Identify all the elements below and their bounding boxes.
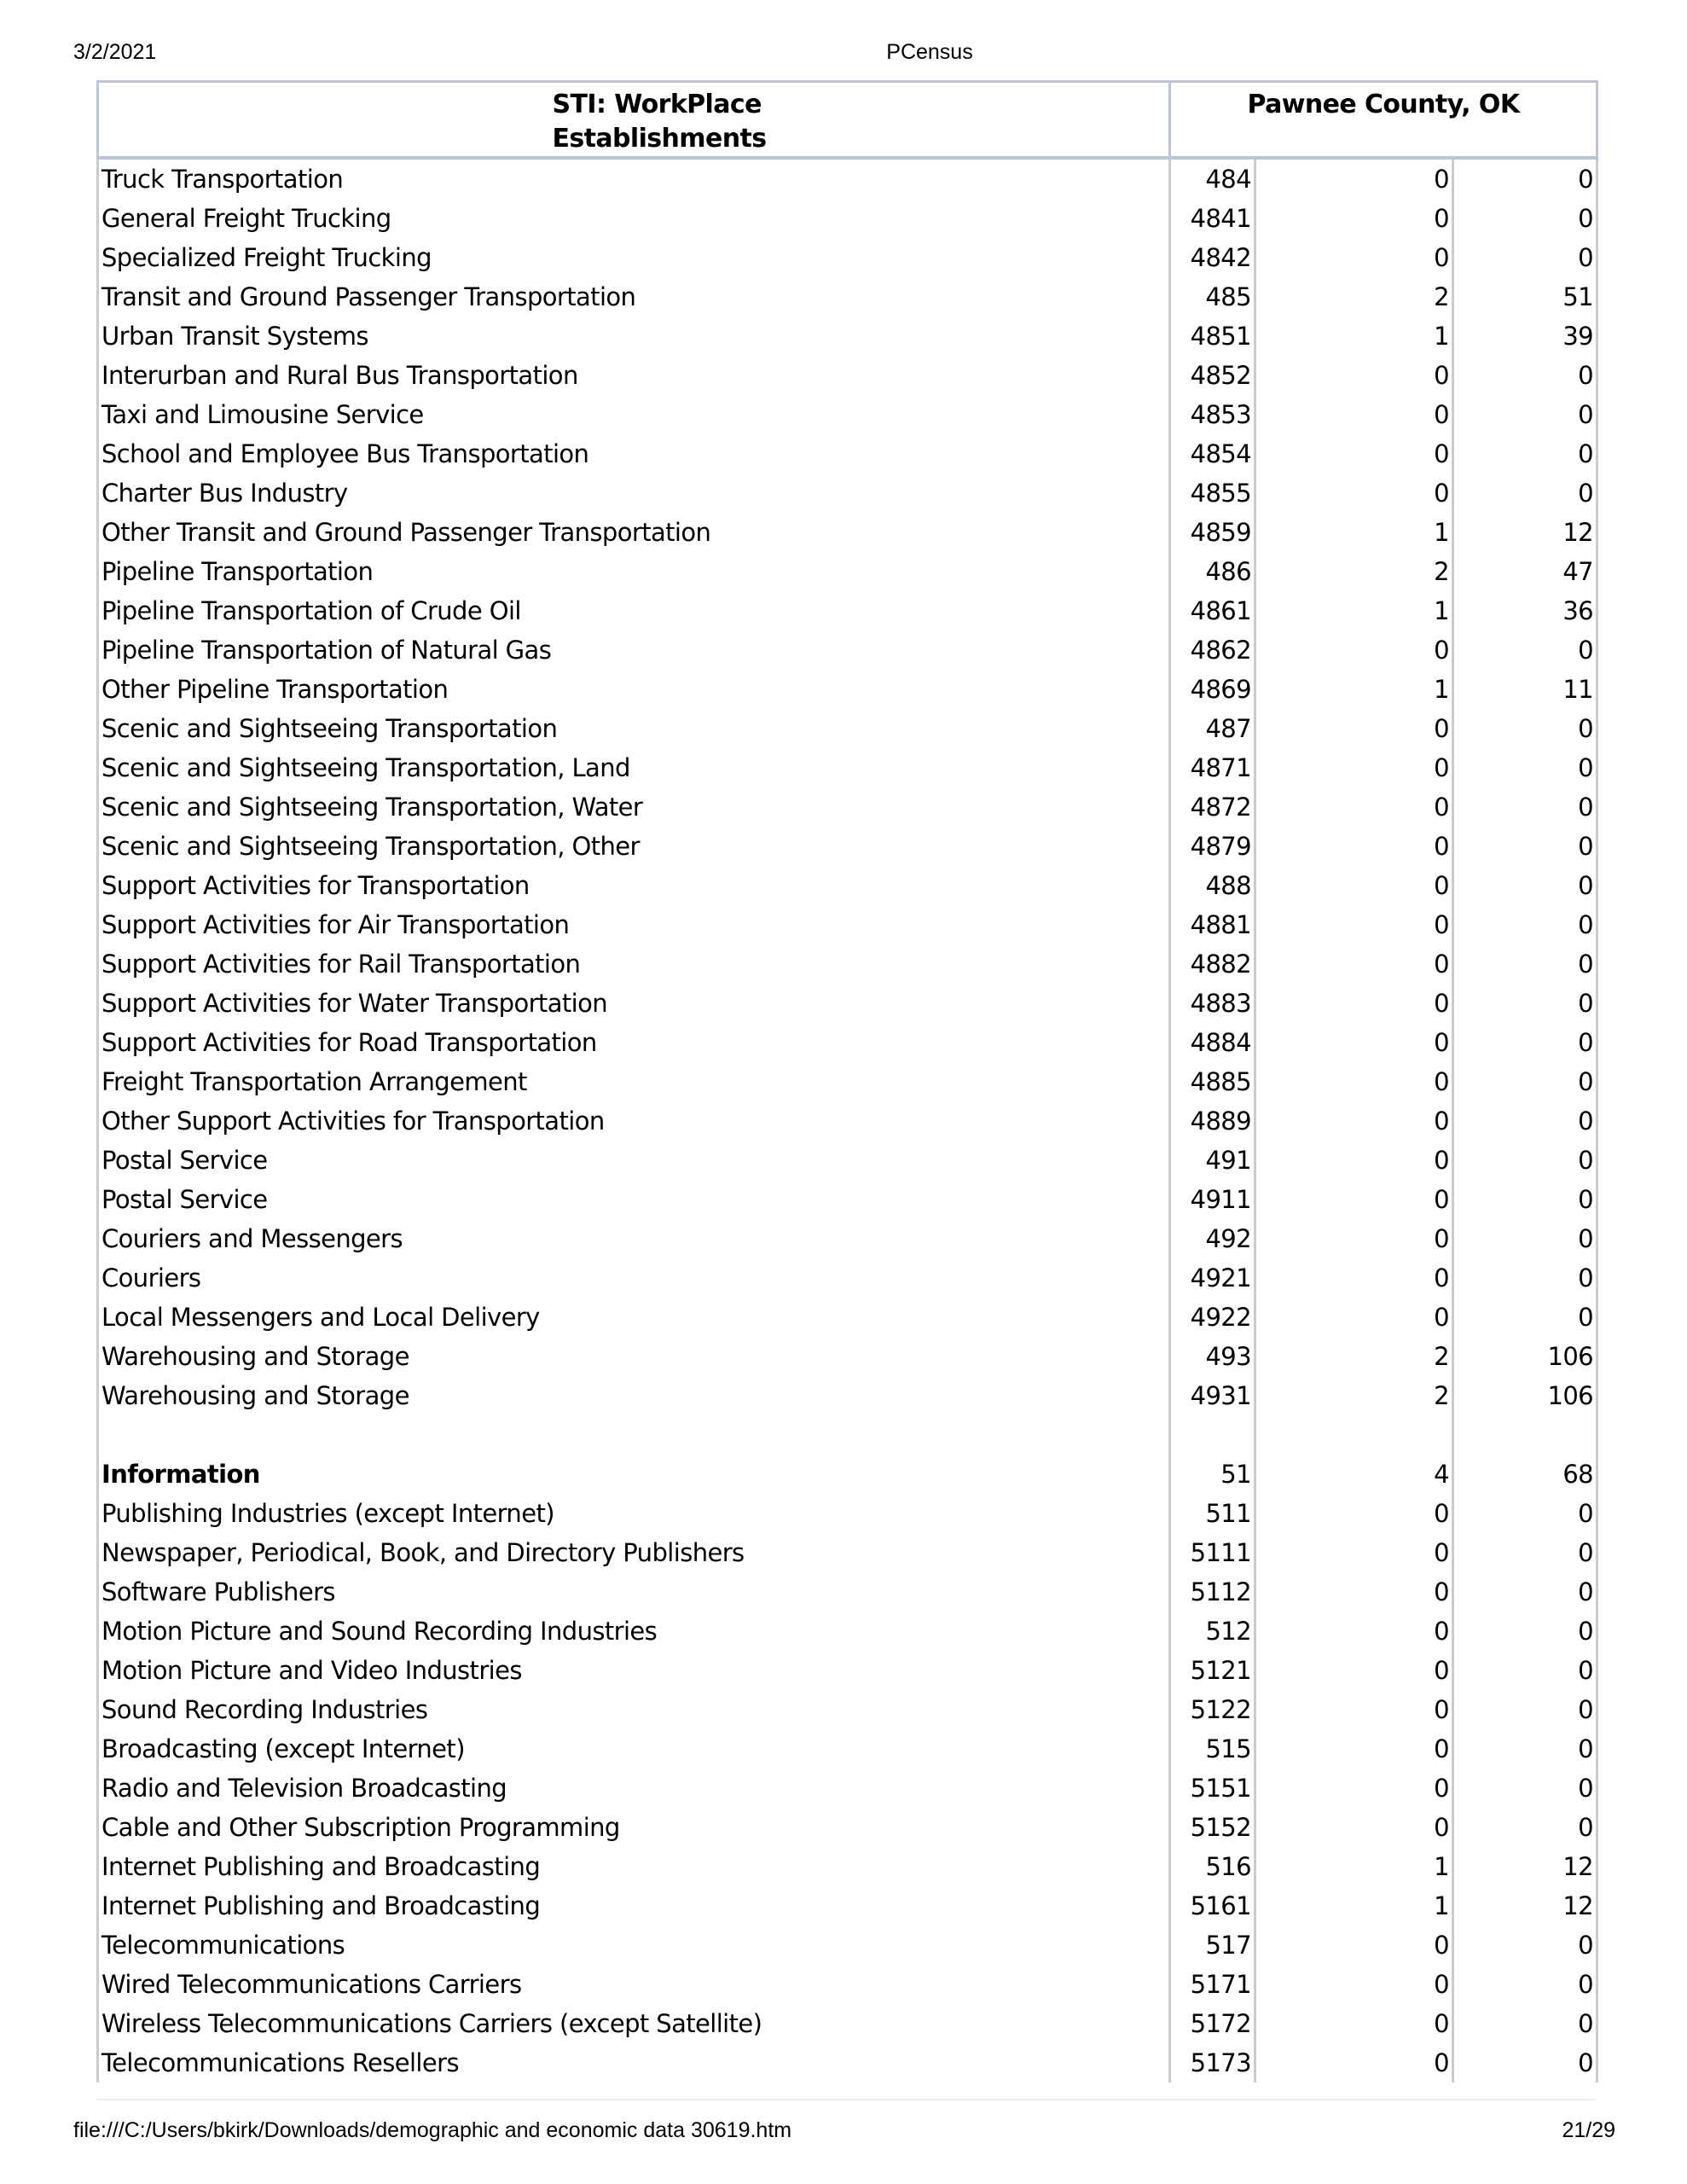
source-file-url: file:///C:/Users/bkirk/Downloads/demographic and economic data 30619.htm xyxy=(73,2118,792,2142)
naics-code: 4889 xyxy=(1170,1101,1255,1141)
industry-label: Taxi and Limousine Service xyxy=(98,395,1170,434)
establishments-count: 0 xyxy=(1255,827,1453,866)
establishments-count: 2 xyxy=(1255,277,1453,317)
naics-code: 516 xyxy=(1170,1847,1255,1886)
industry-label: Telecommunications Resellers xyxy=(98,2043,1170,2082)
establishments-count: 0 xyxy=(1255,748,1453,787)
naics-code: 5112 xyxy=(1170,1572,1255,1612)
establishments-count: 1 xyxy=(1255,591,1453,630)
table-row xyxy=(98,1219,1597,1258)
industry-label: Warehousing and Storage xyxy=(98,1376,1170,1415)
employees-count: 0 xyxy=(1453,1926,1597,1965)
table-row xyxy=(98,238,1597,277)
establishments-count: 0 xyxy=(1255,1926,1453,1965)
industry-label: Urban Transit Systems xyxy=(98,317,1170,356)
establishments-count: 0 xyxy=(1255,866,1453,905)
establishments-count: 0 xyxy=(1255,434,1453,473)
naics-code: 5151 xyxy=(1170,1769,1255,1808)
employees-count: 47 xyxy=(1453,552,1597,591)
naics-code: 486 xyxy=(1170,552,1255,591)
establishments-count: 0 xyxy=(1255,238,1453,277)
empty-cell xyxy=(1170,1415,1255,1455)
industry-label: Support Activities for Rail Transportation xyxy=(98,944,1170,984)
naics-code: 4859 xyxy=(1170,513,1255,552)
naics-code: 5111 xyxy=(1170,1533,1255,1572)
table-row xyxy=(98,1258,1597,1298)
naics-code: 4854 xyxy=(1170,434,1255,473)
industry-label: Internet Publishing and Broadcasting xyxy=(98,1886,1170,1926)
industry-label: Internet Publishing and Broadcasting xyxy=(98,1847,1170,1886)
naics-code: 487 xyxy=(1170,709,1255,748)
industry-label: Warehousing and Storage xyxy=(98,1337,1170,1376)
establishments-count: 0 xyxy=(1255,1219,1453,1258)
employees-count: 12 xyxy=(1453,1847,1597,1886)
naics-code: 485 xyxy=(1170,277,1255,317)
naics-code: 4841 xyxy=(1170,199,1255,238)
employees-count: 0 xyxy=(1453,709,1597,748)
establishments-count: 1 xyxy=(1255,670,1453,709)
table-row xyxy=(98,1690,1597,1729)
naics-code: 4881 xyxy=(1170,905,1255,944)
establishments-count: 0 xyxy=(1255,984,1453,1023)
establishments-count: 0 xyxy=(1255,1494,1453,1533)
employees-count: 0 xyxy=(1453,905,1597,944)
table-row xyxy=(98,1180,1597,1219)
industry-label: Scenic and Sightseeing Transportation xyxy=(98,709,1170,748)
table-row xyxy=(98,748,1597,787)
naics-code: 5121 xyxy=(1170,1651,1255,1690)
naics-code: 4855 xyxy=(1170,473,1255,513)
table-row xyxy=(98,1886,1597,1926)
industry-label: Support Activities for Transportation xyxy=(98,866,1170,905)
naics-code: 4853 xyxy=(1170,395,1255,434)
establishments-count: 0 xyxy=(1255,1101,1453,1141)
employees-count: 0 xyxy=(1453,1612,1597,1651)
industry-label: Scenic and Sightseeing Transportation, Water xyxy=(98,787,1170,827)
table-row xyxy=(98,1023,1597,1062)
naics-code: 5171 xyxy=(1170,1965,1255,2004)
industry-label: Freight Transportation Arrangement xyxy=(98,1062,1170,1101)
table-row xyxy=(98,1101,1597,1141)
table-body xyxy=(98,158,1597,2082)
industry-label: Transit and Ground Passenger Transportation xyxy=(98,277,1170,317)
establishments-count: 0 xyxy=(1255,1690,1453,1729)
print-title: PCensus xyxy=(886,40,973,64)
establishments-count: 0 xyxy=(1255,1808,1453,1847)
naics-code: 4931 xyxy=(1170,1376,1255,1415)
naics-code: 4879 xyxy=(1170,827,1255,866)
establishments-count: 0 xyxy=(1255,2043,1453,2082)
employees-count: 0 xyxy=(1453,199,1597,238)
print-date: 3/2/2021 xyxy=(73,40,157,64)
naics-code: 512 xyxy=(1170,1612,1255,1651)
table-row xyxy=(98,1141,1597,1180)
employees-count: 0 xyxy=(1453,1062,1597,1101)
table-row xyxy=(98,905,1597,944)
naics-code: 4884 xyxy=(1170,1023,1255,1062)
table-row xyxy=(98,1926,1597,1965)
establishments-count: 0 xyxy=(1255,1572,1453,1612)
industry-label: Motion Picture and Sound Recording Industries xyxy=(98,1612,1170,1651)
table-row xyxy=(98,1847,1597,1886)
table-row xyxy=(98,670,1597,709)
employees-count: 0 xyxy=(1453,630,1597,670)
industry-label: Broadcasting (except Internet) xyxy=(98,1729,1170,1769)
establishments-count: 0 xyxy=(1255,1533,1453,1572)
empty-cell xyxy=(1453,1415,1597,1455)
employees-count: 0 xyxy=(1453,1023,1597,1062)
industry-label: Pipeline Transportation of Crude Oil xyxy=(98,591,1170,630)
table-header-row xyxy=(98,82,1597,159)
employees-count: 0 xyxy=(1453,1494,1597,1533)
industry-label: Specialized Freight Trucking xyxy=(98,238,1170,277)
establishments-count: 0 xyxy=(1255,356,1453,395)
industry-label: Postal Service xyxy=(98,1180,1170,1219)
employees-count: 0 xyxy=(1453,866,1597,905)
establishments-count: 2 xyxy=(1255,1376,1453,1415)
table-row xyxy=(98,1376,1597,1415)
establishments-count: 1 xyxy=(1255,513,1453,552)
establishments-count: 0 xyxy=(1255,1612,1453,1651)
employees-count: 36 xyxy=(1453,591,1597,630)
employees-count: 0 xyxy=(1453,1533,1597,1572)
table-row xyxy=(98,552,1597,591)
table-row xyxy=(98,787,1597,827)
table-row xyxy=(98,513,1597,552)
employees-count: 0 xyxy=(1453,1298,1597,1337)
table-row xyxy=(98,1769,1597,1808)
employees-count: 106 xyxy=(1453,1337,1597,1376)
table-row xyxy=(98,1062,1597,1101)
employees-count: 0 xyxy=(1453,1690,1597,1729)
employees-count: 0 xyxy=(1453,944,1597,984)
naics-code: 4921 xyxy=(1170,1258,1255,1298)
industry-label: Newspaper, Periodical, Book, and Directory Publishers xyxy=(98,1533,1170,1572)
table-row xyxy=(98,591,1597,630)
industry-label: Support Activities for Water Transportation xyxy=(98,984,1170,1023)
employees-count: 0 xyxy=(1453,787,1597,827)
establishments-table xyxy=(96,80,1598,2082)
employees-count: 0 xyxy=(1453,1101,1597,1141)
table-row xyxy=(98,199,1597,238)
establishments-count: 0 xyxy=(1255,1141,1453,1180)
establishments-count: 0 xyxy=(1255,1651,1453,1690)
employees-count: 0 xyxy=(1453,1769,1597,1808)
employees-count: 12 xyxy=(1453,513,1597,552)
industry-label: Publishing Industries (except Internet) xyxy=(98,1494,1170,1533)
naics-code: 4851 xyxy=(1170,317,1255,356)
table-row xyxy=(98,1729,1597,1769)
naics-code: 5122 xyxy=(1170,1690,1255,1729)
naics-code: 4882 xyxy=(1170,944,1255,984)
naics-code: 484 xyxy=(1170,158,1255,199)
naics-code: 488 xyxy=(1170,866,1255,905)
employees-count: 0 xyxy=(1453,434,1597,473)
employees-count: 11 xyxy=(1453,670,1597,709)
employees-count: 51 xyxy=(1453,277,1597,317)
naics-code: 4922 xyxy=(1170,1298,1255,1337)
print-header xyxy=(0,40,1687,67)
industry-label: Scenic and Sightseeing Transportation, Land xyxy=(98,748,1170,787)
employees-count: 0 xyxy=(1453,984,1597,1023)
industry-label: Support Activities for Air Transportation xyxy=(98,905,1170,944)
establishments-count: 0 xyxy=(1255,1729,1453,1769)
table-row xyxy=(98,317,1597,356)
employees-count: 0 xyxy=(1453,827,1597,866)
naics-code: 5161 xyxy=(1170,1886,1255,1926)
employees-count: 0 xyxy=(1453,395,1597,434)
employees-count: 0 xyxy=(1453,1808,1597,1847)
naics-code: 4883 xyxy=(1170,984,1255,1023)
table-row xyxy=(98,1965,1597,2004)
industry-label: Pipeline Transportation of Natural Gas xyxy=(98,630,1170,670)
establishments-count: 0 xyxy=(1255,158,1453,199)
industry-label: General Freight Trucking xyxy=(98,199,1170,238)
establishments-count: 0 xyxy=(1255,1023,1453,1062)
employees-count: 0 xyxy=(1453,1219,1597,1258)
page-bottom-divider xyxy=(96,2099,1596,2100)
establishments-count: 1 xyxy=(1255,317,1453,356)
establishments-count: 2 xyxy=(1255,552,1453,591)
industry-label: Truck Transportation xyxy=(98,158,1170,199)
industry-label: Local Messengers and Local Delivery xyxy=(98,1298,1170,1337)
establishments-count: 4 xyxy=(1255,1455,1453,1494)
establishments-count: 0 xyxy=(1255,630,1453,670)
report-sheet xyxy=(96,80,1596,2082)
naics-code: 491 xyxy=(1170,1141,1255,1180)
industry-label: Postal Service xyxy=(98,1141,1170,1180)
establishments-count: 1 xyxy=(1255,1886,1453,1926)
industry-label: Motion Picture and Video Industries xyxy=(98,1651,1170,1690)
industry-label: Scenic and Sightseeing Transportation, Other xyxy=(98,827,1170,866)
industry-label: Software Publishers xyxy=(98,1572,1170,1612)
naics-code: 4861 xyxy=(1170,591,1255,630)
employees-count: 0 xyxy=(1453,1180,1597,1219)
naics-code: 515 xyxy=(1170,1729,1255,1769)
table-row xyxy=(98,2004,1597,2043)
table-row xyxy=(98,1808,1597,1847)
naics-code: 4869 xyxy=(1170,670,1255,709)
naics-code: 5173 xyxy=(1170,2043,1255,2082)
employees-count: 12 xyxy=(1453,1886,1597,1926)
table-row xyxy=(98,356,1597,395)
page-number: 21/29 xyxy=(1562,2118,1615,2142)
industry-label: Radio and Television Broadcasting xyxy=(98,1769,1170,1808)
establishments-count: 0 xyxy=(1255,473,1453,513)
table-row xyxy=(98,395,1597,434)
naics-code: 493 xyxy=(1170,1337,1255,1376)
employees-count: 106 xyxy=(1453,1376,1597,1415)
employees-count: 0 xyxy=(1453,1572,1597,1612)
table-section-row xyxy=(98,1455,1597,1494)
industry-label: Other Transit and Ground Passenger Transportation xyxy=(98,513,1170,552)
employees-count: 0 xyxy=(1453,238,1597,277)
table-row xyxy=(98,1572,1597,1612)
establishments-count: 0 xyxy=(1255,395,1453,434)
industry-label: School and Employee Bus Transportation xyxy=(98,434,1170,473)
employees-count: 0 xyxy=(1453,2043,1597,2082)
industry-label: Other Pipeline Transportation xyxy=(98,670,1170,709)
table-row xyxy=(98,866,1597,905)
naics-code: 4872 xyxy=(1170,787,1255,827)
table-row xyxy=(98,827,1597,866)
table-row xyxy=(98,1612,1597,1651)
naics-code: 511 xyxy=(1170,1494,1255,1533)
naics-code: 5152 xyxy=(1170,1808,1255,1847)
naics-code: 517 xyxy=(1170,1926,1255,1965)
industry-label: Couriers and Messengers xyxy=(98,1219,1170,1258)
industry-label: Couriers xyxy=(98,1258,1170,1298)
industry-label: Wireless Telecommunications Carriers (except Satellite) xyxy=(98,2004,1170,2043)
table-row xyxy=(98,709,1597,748)
header-title-line1: STI: WorkPlace xyxy=(552,90,762,119)
establishments-count: 0 xyxy=(1255,944,1453,984)
employees-count: 0 xyxy=(1453,1651,1597,1690)
table-row xyxy=(98,984,1597,1023)
industry-label: Wired Telecommunications Carriers xyxy=(98,1965,1170,2004)
table-row xyxy=(98,473,1597,513)
table-row xyxy=(98,944,1597,984)
industry-label: Sound Recording Industries xyxy=(98,1690,1170,1729)
employees-count: 0 xyxy=(1453,473,1597,513)
naics-code: 4842 xyxy=(1170,238,1255,277)
employees-count: 0 xyxy=(1453,2004,1597,2043)
establishments-count: 2 xyxy=(1255,1337,1453,1376)
naics-code: 492 xyxy=(1170,1219,1255,1258)
naics-code: 51 xyxy=(1170,1455,1255,1494)
employees-count: 0 xyxy=(1453,158,1597,199)
table-row xyxy=(98,1298,1597,1337)
employees-count: 0 xyxy=(1453,748,1597,787)
industry-label: Support Activities for Road Transportation xyxy=(98,1023,1170,1062)
establishments-count: 0 xyxy=(1255,199,1453,238)
header-title-line2: Establishments xyxy=(552,124,767,154)
employees-count: 0 xyxy=(1453,1729,1597,1769)
establishments-count: 1 xyxy=(1255,1847,1453,1886)
table-row xyxy=(98,1337,1597,1376)
table-spacer-row xyxy=(98,1415,1597,1455)
establishments-count: 0 xyxy=(1255,1180,1453,1219)
establishments-count: 0 xyxy=(1255,2004,1453,2043)
employees-count: 0 xyxy=(1453,1141,1597,1180)
industry-label: Information xyxy=(98,1455,1170,1494)
empty-cell xyxy=(98,1415,1170,1455)
establishments-count: 0 xyxy=(1255,905,1453,944)
naics-code: 4911 xyxy=(1170,1180,1255,1219)
establishments-count: 0 xyxy=(1255,787,1453,827)
empty-cell xyxy=(1255,1415,1453,1455)
employees-count: 0 xyxy=(1453,356,1597,395)
establishments-count: 0 xyxy=(1255,1298,1453,1337)
naics-code: 4885 xyxy=(1170,1062,1255,1101)
employees-count: 68 xyxy=(1453,1455,1597,1494)
table-row xyxy=(98,277,1597,317)
naics-code: 4862 xyxy=(1170,630,1255,670)
table-row xyxy=(98,1533,1597,1572)
table-row xyxy=(98,1494,1597,1533)
industry-label: Telecommunications xyxy=(98,1926,1170,1965)
naics-code: 4871 xyxy=(1170,748,1255,787)
industry-label: Other Support Activities for Transportation xyxy=(98,1101,1170,1141)
establishments-count: 0 xyxy=(1255,1062,1453,1101)
header-report-title xyxy=(98,82,1170,159)
establishments-count: 0 xyxy=(1255,1965,1453,2004)
employees-count: 0 xyxy=(1453,1258,1597,1298)
table-row xyxy=(98,1651,1597,1690)
header-geography: Pawnee County, OK xyxy=(1170,82,1597,159)
industry-label: Pipeline Transportation xyxy=(98,552,1170,591)
table-row xyxy=(98,630,1597,670)
industry-label: Interurban and Rural Bus Transportation xyxy=(98,356,1170,395)
naics-code: 5172 xyxy=(1170,2004,1255,2043)
establishments-count: 0 xyxy=(1255,709,1453,748)
naics-code: 4852 xyxy=(1170,356,1255,395)
table-row xyxy=(98,2043,1597,2082)
table-row xyxy=(98,434,1597,473)
print-footer xyxy=(0,2118,1687,2146)
establishments-count: 0 xyxy=(1255,1258,1453,1298)
industry-label: Cable and Other Subscription Programming xyxy=(98,1808,1170,1847)
establishments-count: 0 xyxy=(1255,1769,1453,1808)
industry-label: Charter Bus Industry xyxy=(98,473,1170,513)
table-row xyxy=(98,158,1597,199)
employees-count: 0 xyxy=(1453,1965,1597,2004)
employees-count: 39 xyxy=(1453,317,1597,356)
